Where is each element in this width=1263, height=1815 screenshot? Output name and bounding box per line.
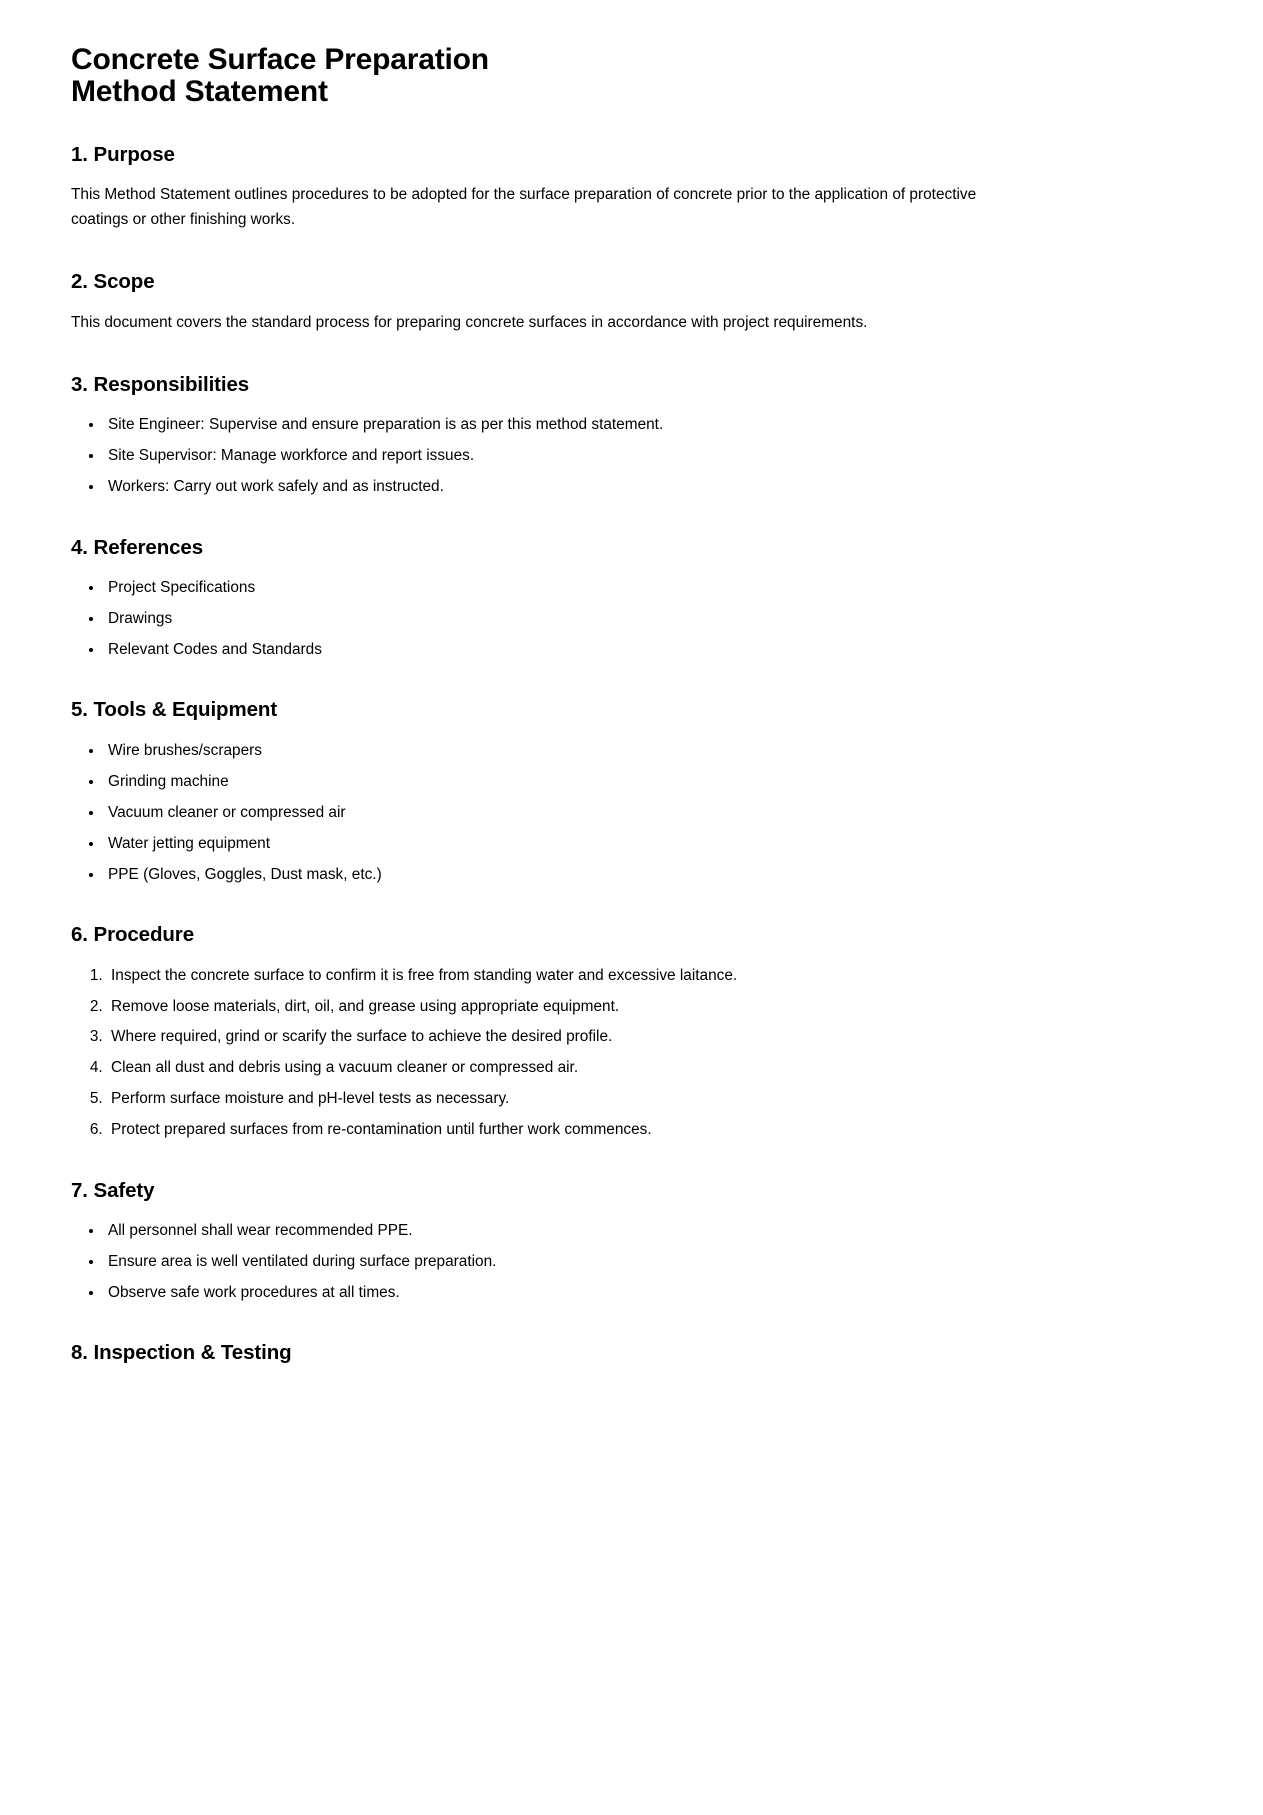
section-heading-references: 4. References: [71, 535, 204, 559]
list-item: • Grinding machine: [104, 770, 1000, 793]
list-item: • Relevant Codes and Standards: [104, 638, 1000, 661]
section-purpose: [71, 143, 1000, 234]
section-heading-procedure: 6. Procedure: [71, 923, 194, 947]
section-references: [71, 536, 1000, 662]
list-item: • Project Specifications: [104, 576, 1000, 599]
list-item: • Wire brushes/scrapers: [104, 739, 1000, 762]
list-item: • PPE (Gloves, Goggles, Dust mask, etc.): [104, 863, 1000, 886]
list-item: • Observe safe work procedures at all times.: [104, 1281, 1000, 1304]
safety-list: [71, 1219, 1000, 1304]
section-procedure: [71, 923, 1000, 1142]
list-item: • Vacuum cleaner or compressed air: [104, 801, 1000, 824]
list-item: • Ensure area is well ventilated during surface preparation.: [104, 1250, 1000, 1273]
section-tools-equipment: [71, 698, 1000, 886]
section-heading-purpose: 1. Purpose: [71, 142, 175, 166]
section-paragraph-scope: This document covers the standard process for preparing concrete surfaces in accordance with project requirements.: [71, 313, 868, 331]
section-inspection-testing: [71, 1341, 1000, 1366]
section-heading-scope: 2. Scope: [71, 270, 155, 294]
section-heading-inspection-testing: 8. Inspection & Testing: [71, 1341, 292, 1365]
list-item: 1. Inspect the concrete surface to confirm it is free from standing water and excessive laitance.: [107, 964, 1000, 987]
section-responsibilities: [71, 373, 1000, 499]
list-item: • Drawings: [104, 607, 1000, 630]
tools-equipment-list: [71, 739, 1000, 886]
responsibilities-list: [71, 413, 1000, 498]
section-paragraph-purpose: This Method Statement outlines procedures to be adopted for the surface preparation of concrete prior to the application of protective coatings or other finishing works.: [71, 186, 977, 229]
page-title-line-1: Concrete Surface Preparation: [71, 43, 489, 76]
references-list: [71, 576, 1000, 661]
section-heading-safety: 7. Safety: [71, 1178, 155, 1202]
list-item: • Site Supervisor: Manage workforce and report issues.: [104, 444, 1000, 467]
list-item: 4. Clean all dust and debris using a vacuum cleaner or compressed air.: [107, 1056, 1000, 1079]
section-scope: [71, 270, 1000, 336]
list-item: • Water jetting equipment: [104, 832, 1000, 855]
section-heading-responsibilities: 3. Responsibilities: [71, 372, 250, 396]
list-item: 6. Protect prepared surfaces from re-contamination until further work commences.: [107, 1118, 1000, 1141]
procedure-list: [71, 964, 1000, 1142]
list-item: • Workers: Carry out work safely and as instructed.: [104, 475, 1000, 498]
section-safety: [71, 1179, 1000, 1305]
page-title-line-2: Method Statement: [71, 75, 328, 109]
list-item: • All personnel shall wear recommended PPE.: [104, 1219, 1000, 1242]
list-item: 3. Where required, grind or scarify the surface to achieve the desired profile.: [107, 1025, 1000, 1048]
list-item: 2. Remove loose materials, dirt, oil, and grease using appropriate equipment.: [107, 995, 1000, 1018]
section-heading-tools-equipment: 5. Tools & Equipment: [71, 698, 278, 722]
page-title: [71, 44, 1000, 109]
list-item: 5. Perform surface moisture and pH-level tests as necessary.: [107, 1087, 1000, 1110]
list-item: • Site Engineer: Supervise and ensure preparation is as per this method statement.: [104, 413, 1000, 436]
